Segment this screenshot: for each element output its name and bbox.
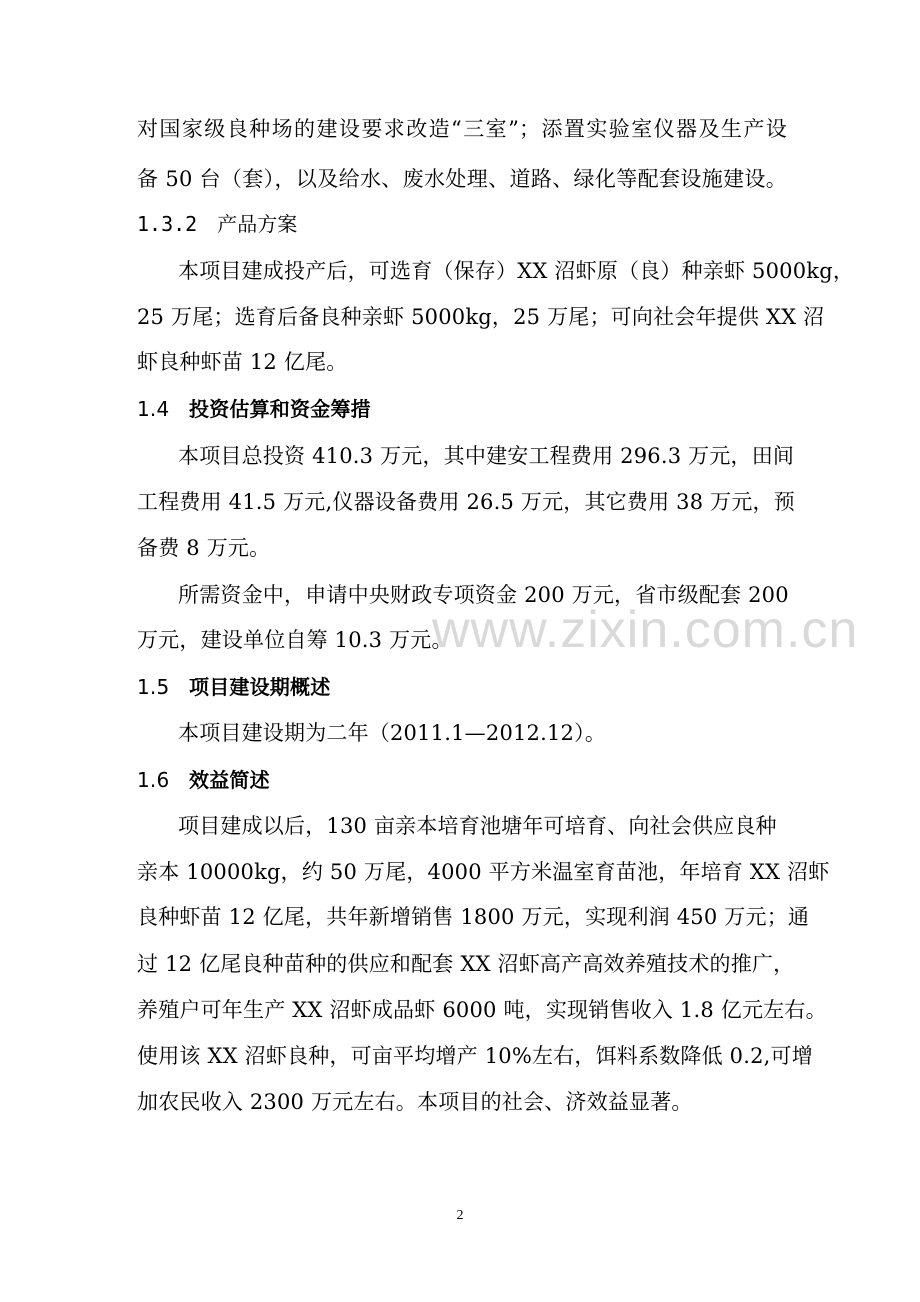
paragraph-line: 备费 8 万元。 bbox=[137, 536, 271, 560]
text-line: 对国家级良种场的建设要求改造“三室”；添置实验室仪器及生产设 bbox=[137, 117, 787, 141]
section-heading-1-5 bbox=[137, 672, 787, 702]
page-number: 2 bbox=[456, 1208, 464, 1223]
paragraph-line: 万元，建设单位自筹 10.3 万元。 bbox=[137, 628, 453, 652]
paragraph-line: 亲本 10000kg，约 50 万尾，4000 平方米温室育苗池，年培育 XX 沼虾 bbox=[137, 860, 830, 884]
paragraph-line: 所需资金中，申请中央财政专项资金 200 万元，省市级配套 200 bbox=[178, 583, 789, 607]
section-number: 1.5 bbox=[137, 675, 170, 699]
paragraph-line: 本项目建成投产后，可选育（保存）XX 沼虾原（良）种亲虾 5000kg， bbox=[178, 259, 855, 283]
watermark: www.zixin.com.cn bbox=[432, 601, 859, 659]
section-number: 1.4 bbox=[137, 397, 170, 421]
section-title: 投资估算和资金筹措 bbox=[189, 397, 371, 421]
paragraph-line: 项目建成以后，130 亩亲本培育池塘年可培育、向社会供应良种 bbox=[178, 814, 777, 838]
paragraph-line: 本项目建设期为二年（2011.1—2012.12）。 bbox=[178, 721, 607, 745]
paragraph-line: 养殖户可年生产 XX 沼虾成品虾 6000 吨，实现销售收入 1.8 亿元左右。 bbox=[137, 998, 827, 1022]
paragraph-line: 工程费用 41.5 万元,仪器设备费用 26.5 万元，其它费用 38 万元，预 bbox=[137, 490, 795, 514]
section-title: 项目建设期概述 bbox=[189, 675, 331, 699]
section-title: 效益简述 bbox=[189, 768, 270, 792]
text-line: 备 50 台（套），以及给水、废水处理、道路、绿化等配套设施建设。 bbox=[137, 167, 787, 191]
section-number: 1.6 bbox=[137, 768, 170, 792]
paragraph-line: 虾良种虾苗 12 亿尾。 bbox=[137, 350, 348, 374]
paragraph-line: 本项目总投资 410.3 万元，其中建安工程费用 296.3 万元，田间 bbox=[178, 444, 795, 468]
paragraph-line: 过 12 亿尾良种苗种的供应和配套 XX 沼虾高产高效养殖技术的推广， bbox=[137, 952, 795, 976]
section-heading-1-4 bbox=[137, 394, 787, 424]
section-heading-1-6 bbox=[137, 765, 787, 795]
paragraph-line: 加农民收入 2300 万元左右。本项目的社会、济效益显著。 bbox=[137, 1090, 693, 1114]
subsection-heading-1-3-2: 1.3.2 产品方案 bbox=[137, 212, 298, 236]
paragraph-line: 25 万尾；选育后备良种亲虾 5000kg，25 万尾；可向社会年提供 XX 沼 bbox=[137, 305, 825, 329]
paragraph-line: 使用该 XX 沼虾良种，可亩平均增产 10%左右，饵料系数降低 0.2,可增 bbox=[137, 1044, 813, 1068]
paragraph-line: 良种虾苗 12 亿尾，共年新增销售 1800 万元，实现利润 450 万元；通 bbox=[137, 905, 810, 929]
